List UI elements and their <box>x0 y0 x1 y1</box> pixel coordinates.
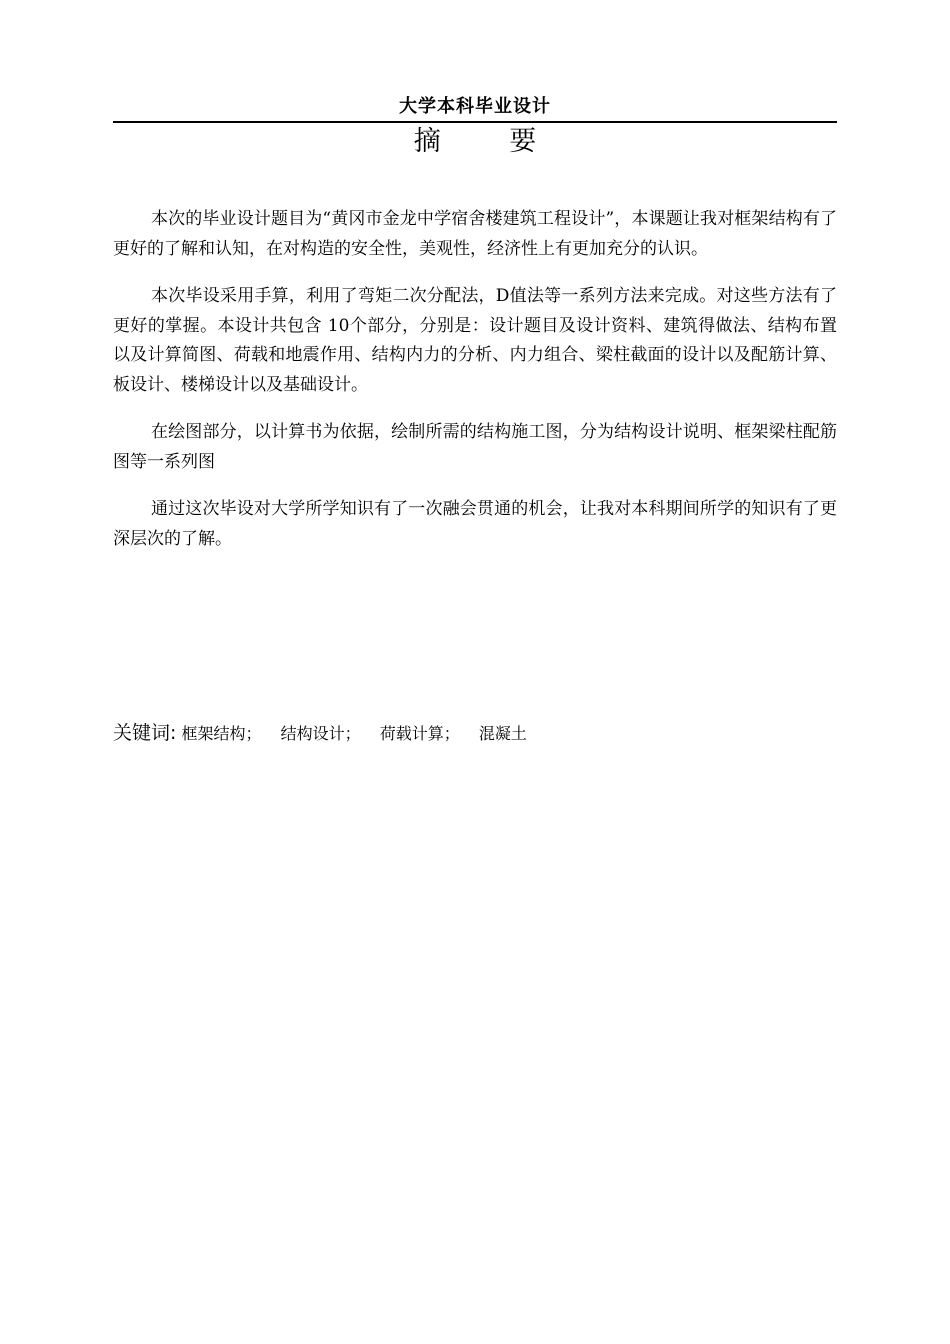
keywords-label: 关键词: <box>113 722 177 744</box>
keyword-item: 混凝土 <box>478 724 527 743</box>
abstract-paragraph-1: 本次的毕业设计题目为“黄冈市金龙中学宿舍楼建筑工程设计”，本课题让我对框架结构有了更好的了解和认知，在对构造的安全性，美观性，经济性上有更加充分的认识。 <box>113 209 837 259</box>
abstract-body <box>113 205 837 572</box>
keyword-item: 结构设计； <box>280 724 361 743</box>
keyword-item: 框架结构； <box>181 724 262 743</box>
abstract-title: 摘 要 <box>413 126 567 157</box>
abstract-paragraph-4: 通过这次毕设对大学所学知识有了一次融会贯通的机会，让我对本科期间所学的知识有了更深层次的了解。 <box>113 499 837 549</box>
keyword-item: 荷载计算； <box>379 724 460 743</box>
abstract-paragraph-2: 本次毕设采用手算，利用了弯矩二次分配法，D值法等一系列方法来完成。对这些方法有了更好的掌握。本设计共包含 10个部分，分别是：设计题目及设计资料、建筑得做法、结构布置以及计算简图、荷载和地震作用、结构内力的分析、内力组合、梁柱截面的设计以及配筋计算、板设计、楼梯设计以及基础设计。 <box>113 286 837 395</box>
keywords-line <box>113 718 837 748</box>
abstract-paragraph-3: 在绘图部分，以计算书为依据，绘制所需的结构施工图，分为结构设计说明、框架梁柱配筋图等一系列图 <box>113 422 837 472</box>
running-header: 大学本科毕业设计 <box>399 96 551 117</box>
header-rule <box>113 121 837 123</box>
